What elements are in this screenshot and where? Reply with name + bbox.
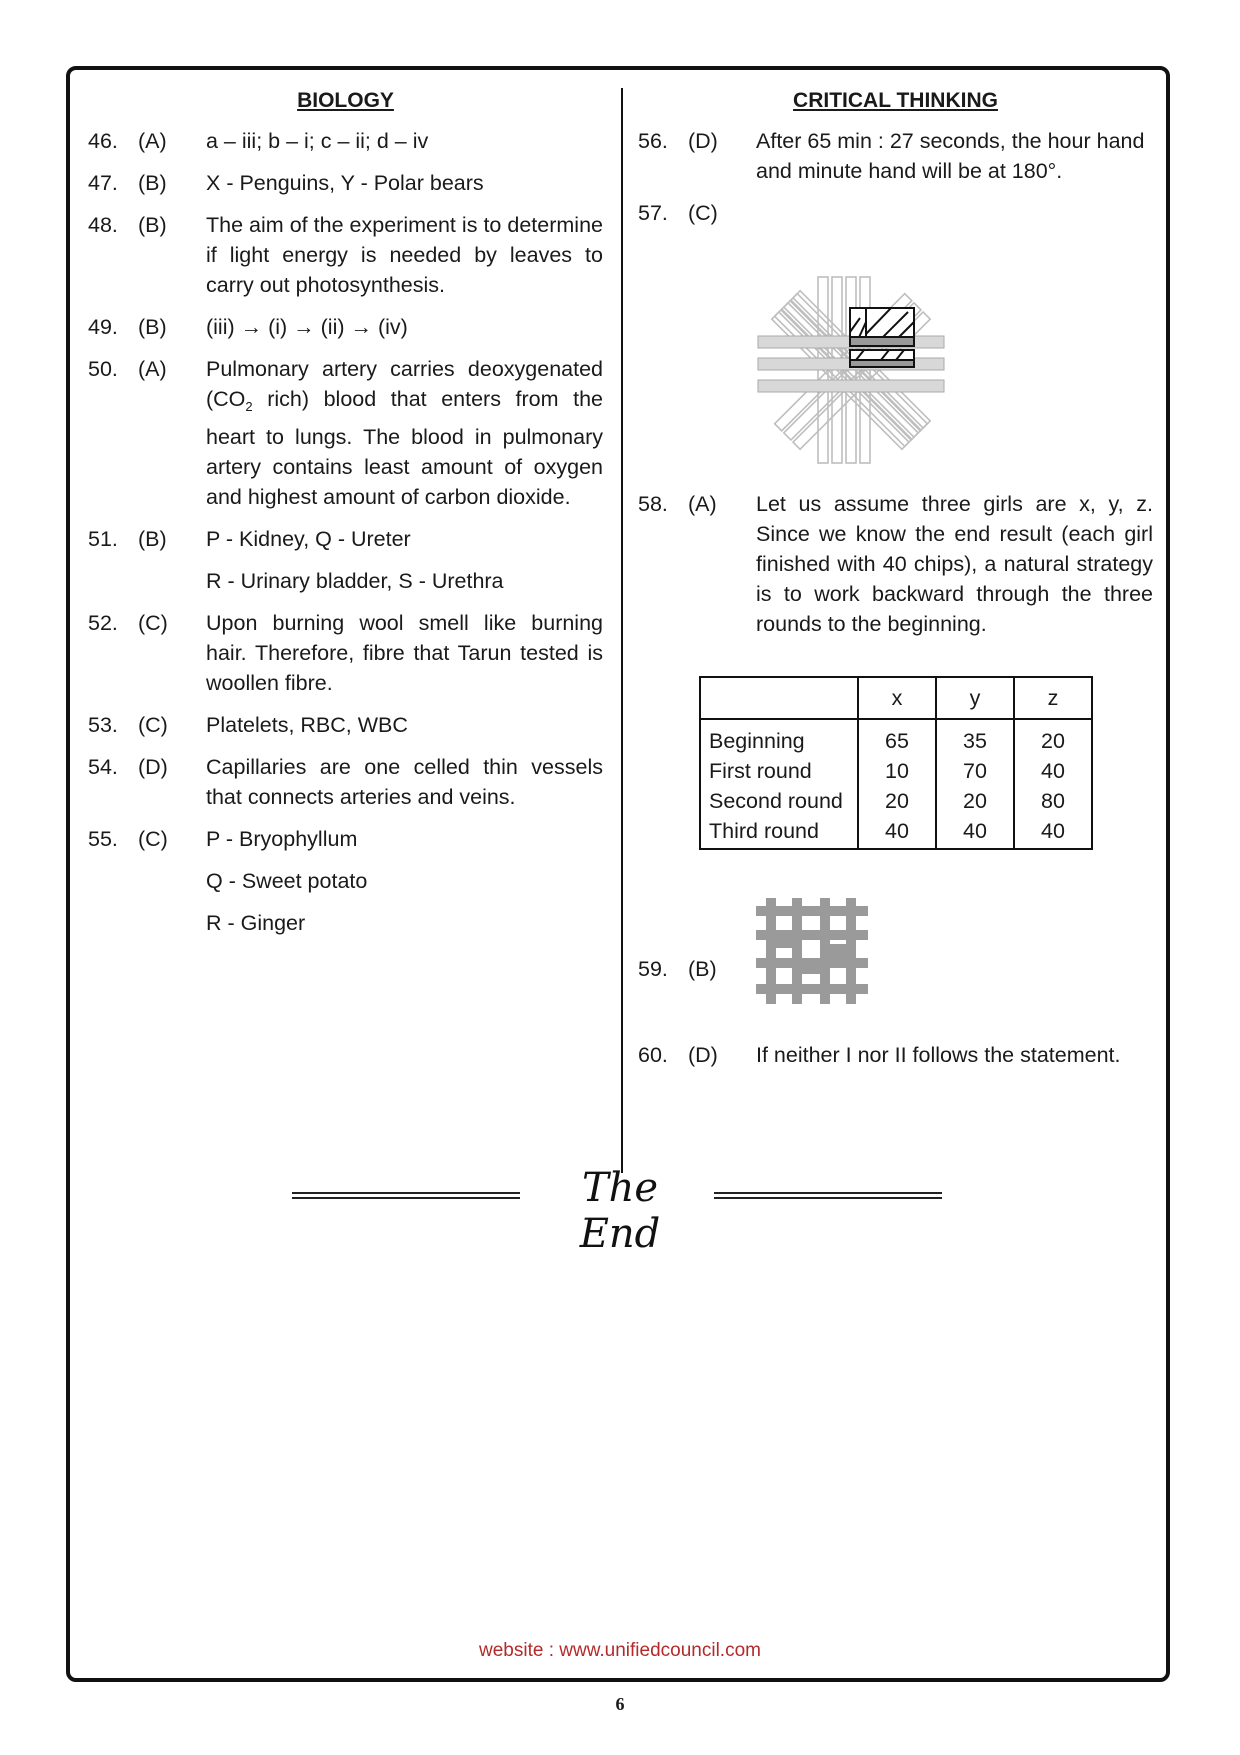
x-values-cell <box>858 719 936 849</box>
answer-option: (B) <box>138 527 167 551</box>
question-number: 56. <box>638 129 668 153</box>
table-header-cell: x <box>858 677 936 719</box>
answer-option: (B) <box>138 171 167 195</box>
answer-option: (A) <box>138 357 167 381</box>
question-60 <box>638 1040 1153 1070</box>
table-header-row <box>700 677 1092 719</box>
round-labels-cell <box>700 719 858 849</box>
answer-option: (A) <box>138 129 167 153</box>
end-rule-left <box>292 1192 520 1199</box>
answer-text: If neither I nor II follows the statement. <box>756 1043 1121 1067</box>
question-47 <box>88 168 603 198</box>
table-cell: 40 <box>1041 759 1065 783</box>
round-label: Second round <box>709 789 843 813</box>
biology-section <box>88 86 603 950</box>
the-end-banner <box>292 1165 942 1257</box>
question-number: 58. <box>638 492 668 516</box>
answer-text: The aim of the experiment is to determine if light energy is needed by leaves to carry out photosynthesis. <box>206 213 603 297</box>
table-cell: 65 <box>885 729 909 753</box>
biology-heading: BIOLOGY <box>297 89 394 112</box>
answer-option: (B) <box>688 957 717 981</box>
answer-line: R - Urinary bladder, S - Urethra <box>206 569 504 593</box>
table-cell: 20 <box>885 789 909 813</box>
answer-text <box>206 354 603 512</box>
answer-text: Capillaries are one celled thin vessels that connects arteries and veins. <box>206 755 603 809</box>
question-46 <box>88 126 603 156</box>
table-cell: 20 <box>963 789 987 813</box>
question-56 <box>638 126 1153 186</box>
answer-option: (C) <box>138 713 168 737</box>
question-54 <box>88 752 603 812</box>
answer-text: a – iii; b – i; c – ii; d – iv <box>206 129 429 153</box>
page-number: 6 <box>615 1694 625 1714</box>
table-header-cell: z <box>1014 677 1092 719</box>
question-48 <box>88 210 603 300</box>
answer-text: Platelets, RBC, WBC <box>206 713 408 737</box>
answer-text: (iii) → (i) → (ii) → (iv) <box>206 315 408 339</box>
rounds-table <box>699 676 1093 850</box>
question-52 <box>88 608 603 698</box>
answer-text: After 65 min : 27 seconds, the hour hand and minute hand will be at 180°. <box>756 129 1145 183</box>
question-58 <box>638 489 1153 639</box>
critical-thinking-heading: CRITICAL THINKING <box>793 89 998 112</box>
question-number: 51. <box>88 527 118 551</box>
table-body-row <box>700 719 1092 849</box>
question-number: 52. <box>88 611 118 635</box>
question-number: 46. <box>88 129 118 153</box>
question-number: 47. <box>88 171 118 195</box>
question-59-figure <box>756 898 868 1004</box>
table-cell: 10 <box>885 759 909 783</box>
round-label: First round <box>709 759 812 783</box>
question-number: 48. <box>88 213 118 237</box>
question-number: 59. <box>638 957 668 981</box>
subscript: 2 <box>245 399 253 414</box>
column-divider <box>621 88 623 1173</box>
question-55 <box>88 824 603 938</box>
question-57 <box>638 198 1153 228</box>
question-number: 49. <box>88 315 118 339</box>
answer-option: (C) <box>688 201 718 225</box>
answer-text-part: Pulmonary artery carries deoxygenated (CO <box>206 357 603 411</box>
question-number: 54. <box>88 755 118 779</box>
question-number: 57. <box>638 201 668 225</box>
question-49 <box>88 312 603 342</box>
answer-line: R - Ginger <box>206 911 306 935</box>
answer-text: Upon burning wool smell like burning hair. Therefore, fibre that Tarun tested is woollen fibre. <box>206 611 603 695</box>
table-cell: 70 <box>963 759 987 783</box>
question-59 <box>638 954 1153 984</box>
question-57-figure <box>756 272 946 468</box>
table-cell: 40 <box>1041 819 1065 843</box>
answer-option: (C) <box>138 611 168 635</box>
question-number: 55. <box>88 827 118 851</box>
answer-option: (B) <box>138 213 167 237</box>
y-values-cell <box>936 719 1014 849</box>
answer-text: X - Penguins, Y - Polar bears <box>206 171 484 195</box>
question-53 <box>88 710 603 740</box>
answer-option: (D) <box>688 129 718 153</box>
answer-option: (B) <box>138 315 167 339</box>
answer-option: (D) <box>138 755 168 779</box>
end-rule-right <box>714 1192 942 1199</box>
table-cell: 40 <box>885 819 909 843</box>
the-end-text: The End <box>579 1165 661 1257</box>
answer-option: (C) <box>138 827 168 851</box>
answer-option: (D) <box>688 1043 718 1067</box>
table-header-cell <box>700 677 858 719</box>
question-number: 53. <box>88 713 118 737</box>
table-cell: 40 <box>963 819 987 843</box>
question-number: 50. <box>88 357 118 381</box>
answer-text-part: rich) blood that enters from the heart to lungs. The blood in pulmonary artery contains least amount of oxygen and highest amount of carbon dioxide. <box>206 387 603 509</box>
round-label: Third round <box>709 819 819 843</box>
answer-line: Q - Sweet potato <box>206 869 368 893</box>
answer-text <box>206 524 603 596</box>
answer-text: Let us assume three girls are x, y, z. Since we know the end result (each girl finished with 40 chips), a natural strategy is to work backward through the three rounds to the beginning. <box>756 492 1153 636</box>
round-label: Beginning <box>709 729 805 753</box>
z-values-cell <box>1014 719 1092 849</box>
answer-text <box>206 824 603 938</box>
question-number: 60. <box>638 1043 668 1067</box>
table-cell: 20 <box>1041 729 1065 753</box>
answer-line: P - Bryophyllum <box>206 827 358 851</box>
answer-line: P - Kidney, Q - Ureter <box>206 527 411 551</box>
website-footer: website : www.unifiedcouncil.com <box>479 1640 761 1661</box>
question-51 <box>88 524 603 596</box>
table-cell: 80 <box>1041 789 1065 813</box>
table-header-cell: y <box>936 677 1014 719</box>
table-cell: 35 <box>963 729 987 753</box>
answer-option: (A) <box>688 492 717 516</box>
question-50 <box>88 354 603 512</box>
